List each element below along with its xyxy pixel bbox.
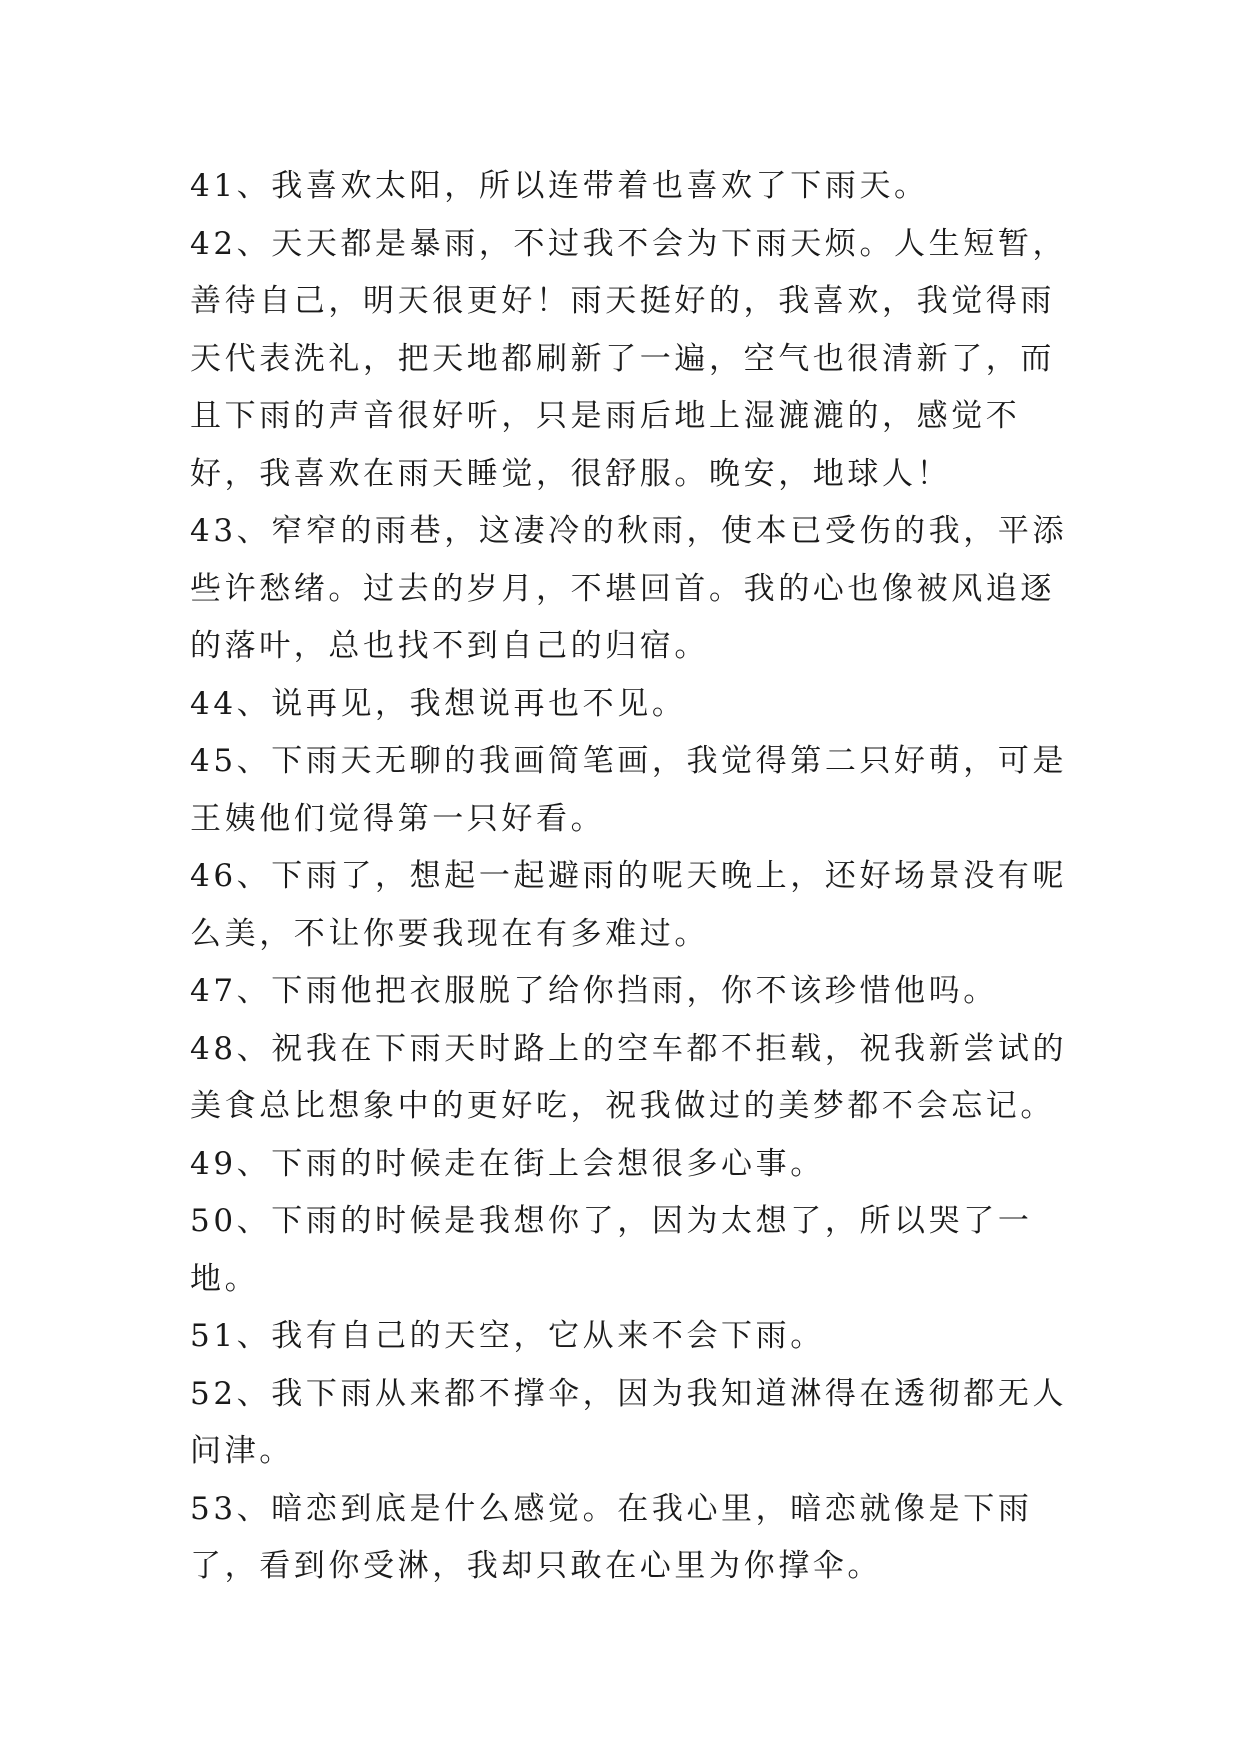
entry-50: 50、下雨的时候是我想你了，因为太想了，所以哭了一地。 bbox=[190, 1203, 1033, 1297]
entry-51: 51、我有自己的天空，它从来不会下雨。 bbox=[190, 1318, 825, 1354]
entry-41: 41、我喜欢太阳，所以连带着也喜欢了下雨天。 bbox=[190, 168, 929, 204]
entry-42: 42、天天都是暴雨，不过我不会为下雨天烦。人生短暂，善待自己，明天很更好！雨天挺好的，我喜欢，我觉得雨天代表洗礼，把天地都刷新了一遍，空气也很清新了，而且下雨的声音很好听，只是雨后地上湿漉漉的，感觉不好，我喜欢在雨天睡觉，很舒服。晚安，地球人！ bbox=[190, 225, 1068, 492]
entry-49: 49、下雨的时候走在街上会想很多心事。 bbox=[190, 1145, 825, 1182]
entry-44: 44、说再见，我想说再也不见。 bbox=[190, 685, 687, 722]
entry-48: 48、祝我在下雨天时路上的空车都不拒载，祝我新尝试的美食总比想象中的更好吃，祝我做过的美梦都不会忘记。 bbox=[190, 1030, 1068, 1124]
entry-52: 52、我下雨从来都不撑伞，因为我知道淋得在透彻都无人问津。 bbox=[190, 1375, 1068, 1469]
entry-45: 45、下雨天无聊的我画简笔画，我觉得第二只好萌，可是王姨他们觉得第一只好看。 bbox=[190, 743, 1068, 837]
entry-47: 47、下雨他把衣服脱了给你挡雨，你不该珍惜他吗。 bbox=[190, 973, 998, 1009]
entry-46: 46、下雨了，想起一起避雨的呢天晚上，还好场景没有呢么美，不让你要我现在有多难过。 bbox=[190, 858, 1068, 952]
entry-53: 53、暗恋到底是什么感觉。在我心里，暗恋就像是下雨了，看到你受淋，我却只敢在心里为你撑伞。 bbox=[190, 1490, 1033, 1584]
entry-43: 43、窄窄的雨巷，这凄冷的秋雨，使本已受伤的我，平添些许愁绪。过去的岁月，不堪回首。我的心也像被风追逐的落叶，总也找不到自己的归宿。 bbox=[190, 513, 1068, 664]
document-body bbox=[190, 158, 1075, 1596]
